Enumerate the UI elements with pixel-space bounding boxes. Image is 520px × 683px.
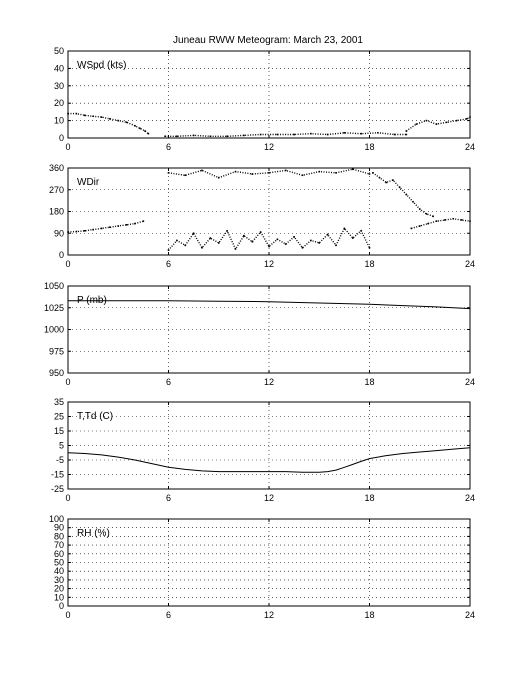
data-point (260, 134, 262, 136)
y-tick-label: 50 (53, 557, 64, 568)
x-tick-label: 18 (364, 259, 375, 269)
data-point (344, 132, 346, 134)
data-point (335, 172, 337, 174)
data-point (226, 230, 228, 232)
panel-label: WSpd (kts) (77, 60, 127, 71)
y-tick-label: 70 (53, 540, 64, 551)
y-tick-label: 90 (53, 228, 64, 239)
y-tick-label: 0 (58, 250, 64, 260)
data-point (285, 170, 287, 172)
y-tick-label: 1000 (43, 324, 64, 335)
data-point (456, 120, 458, 122)
data-point (235, 171, 237, 173)
data-point (184, 245, 186, 247)
data-point (446, 122, 448, 124)
data-point (218, 177, 220, 179)
data-point (399, 187, 401, 189)
y-tick-label: 35 (53, 397, 64, 407)
data-point (310, 240, 312, 242)
y-tick-label: 950 (48, 368, 64, 378)
data-point (218, 242, 220, 244)
data-point (293, 134, 295, 136)
x-tick-label: 24 (464, 142, 476, 152)
data-point (318, 242, 320, 244)
y-tick-label: 40 (53, 63, 64, 74)
y-tick-label: 360 (48, 163, 64, 173)
data-point (412, 201, 414, 203)
y-tick-label: 180 (48, 206, 64, 217)
data-point (302, 247, 304, 249)
data-point (243, 135, 245, 137)
data-point (144, 130, 146, 132)
plot-area (68, 51, 470, 138)
y-tick-label: 5 (58, 440, 64, 451)
data-point (352, 237, 354, 239)
data-point (318, 171, 320, 173)
x-tick-label: 6 (165, 377, 172, 387)
x-tick-label: 0 (65, 493, 71, 503)
data-point (176, 240, 178, 242)
y-tick-label: 25 (53, 411, 64, 422)
y-tick-label: 10 (53, 115, 64, 126)
panel-label: P (mb) (77, 295, 107, 306)
data-point (251, 173, 253, 175)
figure-title: Juneau RWW Meteogram: March 23, 2001 (173, 35, 363, 46)
data-point (335, 245, 337, 247)
y-tick-label: 0 (58, 133, 64, 143)
y-tick-label: 90 (53, 522, 64, 533)
x-tick-label: 6 (165, 610, 172, 620)
panel-label: T,Td (C) (77, 411, 114, 422)
data-point (101, 116, 103, 118)
y-tick-label: 1050 (43, 281, 64, 291)
panel-4 (49, 514, 475, 620)
y-tick-label: 100 (48, 514, 64, 524)
data-point (277, 134, 279, 136)
data-point (427, 223, 429, 225)
x-tick-label: 6 (165, 142, 172, 152)
y-tick-label: 975 (48, 346, 64, 357)
x-tick-label: 12 (263, 493, 275, 503)
data-point (461, 219, 463, 221)
data-point (436, 123, 438, 125)
x-tick-label: 18 (364, 610, 375, 620)
x-tick-label: 0 (65, 610, 71, 620)
y-tick-label: 50 (53, 46, 64, 56)
data-point (210, 237, 212, 239)
x-tick-label: 18 (364, 142, 375, 152)
data-point (310, 133, 312, 135)
panel-1 (49, 163, 475, 269)
x-tick-label: 24 (464, 610, 476, 620)
data-point (327, 234, 329, 236)
y-tick-label: 1025 (43, 302, 64, 313)
y-tick-label: 40 (53, 566, 64, 577)
x-tick-label: 0 (65, 259, 71, 269)
y-tick-label: 0 (58, 601, 64, 611)
data-point (411, 228, 413, 230)
data-point (164, 135, 166, 137)
data-point (117, 225, 119, 227)
data-point (406, 134, 408, 136)
data-point (416, 123, 418, 125)
data-point (352, 168, 354, 170)
y-tick-label: -5 (55, 455, 64, 465)
data-point (109, 226, 111, 228)
data-point (344, 228, 346, 230)
data-point (436, 220, 438, 222)
data-point (148, 133, 150, 135)
data-point (109, 118, 111, 120)
data-point (394, 134, 396, 136)
y-tick-label: 30 (53, 80, 64, 91)
y-tick-label: 20 (53, 583, 64, 594)
data-point (226, 135, 228, 137)
data-point (268, 246, 270, 248)
x-tick-label: 12 (263, 610, 275, 620)
y-tick-label: 270 (48, 184, 64, 195)
data-point (76, 113, 78, 115)
x-tick-label: 18 (364, 493, 375, 503)
data-point (426, 120, 428, 122)
data-point (201, 247, 203, 249)
data-point (369, 247, 371, 249)
data-point (285, 243, 287, 245)
data-point (176, 135, 178, 137)
y-tick-label: 20 (53, 98, 64, 109)
y-tick-label: -25 (50, 484, 64, 494)
data-point (466, 118, 468, 120)
data-point (184, 174, 186, 176)
data-point (126, 224, 128, 226)
x-tick-label: 6 (165, 493, 172, 503)
data-point (201, 170, 203, 172)
y-tick-label: 15 (53, 426, 64, 436)
data-point (426, 213, 428, 215)
data-point (260, 231, 262, 233)
data-point (372, 172, 374, 174)
data-point (385, 182, 387, 184)
data-point (92, 229, 94, 231)
panels (44, 46, 475, 620)
data-point (452, 218, 454, 220)
data-point (76, 231, 78, 233)
panel-0 (54, 46, 475, 152)
panel-2 (44, 281, 475, 387)
data-point (406, 130, 408, 132)
data-point (369, 173, 371, 175)
x-tick-label: 0 (65, 142, 71, 152)
x-tick-label: 6 (165, 259, 172, 269)
y-tick-label: 10 (53, 592, 64, 603)
y-tick-label: -15 (50, 469, 64, 480)
y-tick-label: 30 (53, 574, 64, 585)
data-point (101, 228, 103, 230)
data-point (377, 132, 379, 134)
x-tick-label: 24 (464, 377, 476, 387)
data-point (193, 135, 195, 137)
panel-label: WDir (77, 177, 100, 188)
data-point (360, 133, 362, 135)
data-point (379, 177, 381, 179)
data-point (360, 230, 362, 232)
data-point (193, 232, 195, 234)
data-point (126, 122, 128, 124)
data-point (235, 248, 237, 250)
x-tick-label: 18 (364, 377, 375, 387)
x-tick-label: 24 (464, 493, 476, 503)
data-point (419, 208, 421, 210)
data-point (143, 220, 145, 222)
data-point (251, 241, 253, 243)
data-point (293, 236, 295, 238)
y-tick-label: 60 (53, 548, 64, 559)
data-point (84, 115, 86, 117)
data-point (134, 223, 136, 225)
data-point (432, 216, 434, 218)
data-point (444, 219, 446, 221)
x-tick-label: 12 (263, 259, 275, 269)
data-point (84, 230, 86, 232)
data-point (168, 172, 170, 174)
data-point (243, 235, 245, 237)
data-point (210, 135, 212, 137)
data-point (117, 120, 119, 122)
data-point (419, 225, 421, 227)
data-point (392, 179, 394, 181)
data-point (268, 172, 270, 174)
x-tick-label: 12 (263, 377, 275, 387)
data-point (327, 134, 329, 136)
data-point (139, 128, 141, 130)
x-tick-label: 12 (263, 142, 275, 152)
panel-3 (51, 397, 475, 503)
data-point (406, 194, 408, 196)
data-point (134, 125, 136, 127)
y-tick-label: 80 (53, 531, 64, 542)
data-point (302, 174, 304, 176)
panel-label: RH (%) (77, 528, 110, 539)
data-point (277, 238, 279, 240)
data-point (168, 249, 170, 251)
x-tick-label: 0 (65, 377, 71, 387)
data-point (92, 115, 94, 117)
x-tick-label: 24 (464, 259, 476, 269)
